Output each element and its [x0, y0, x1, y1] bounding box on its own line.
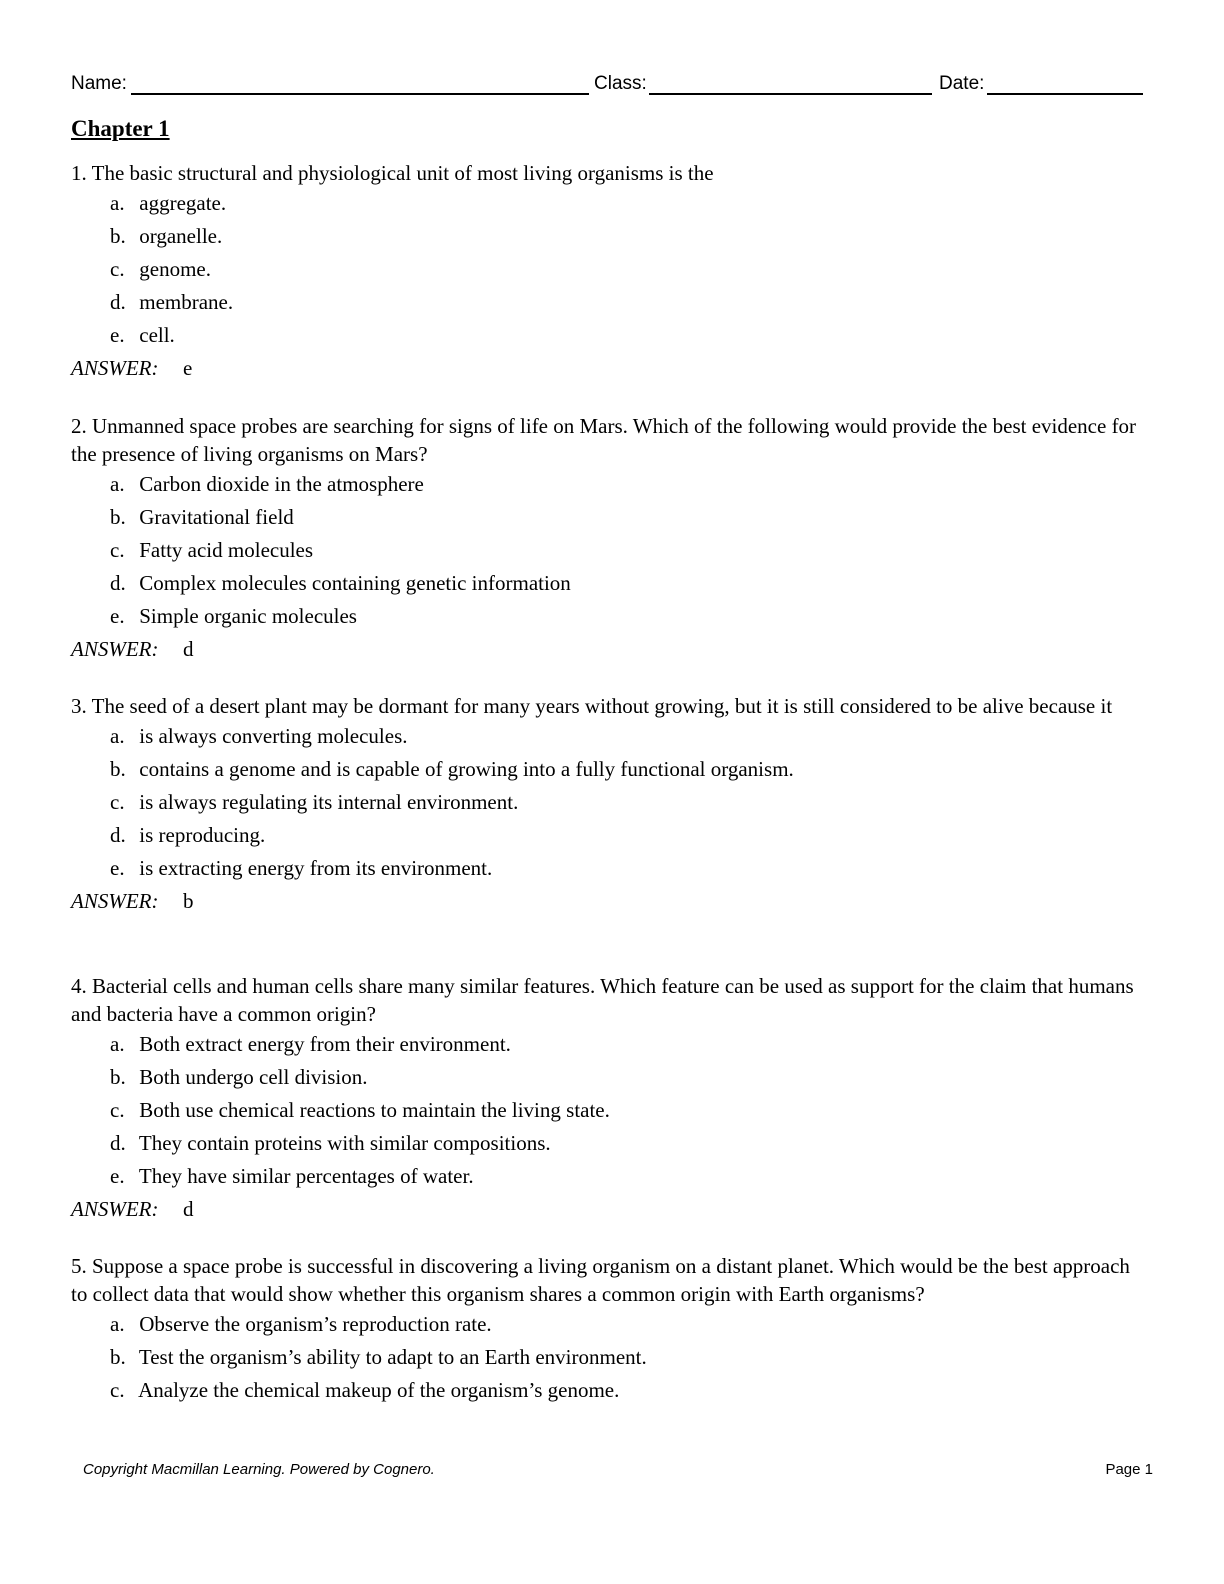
option-e: e. is extracting energy from its environment. — [110, 856, 493, 880]
question-3 — [71, 692, 1146, 918]
option-c: c. is always regulating its internal environment. — [110, 790, 519, 814]
option-c: c. Analyze the chemical makeup of the organism’s genome. — [110, 1378, 620, 1402]
question-1 — [71, 159, 1146, 385]
footer-page-number: Page 1 — [1105, 1461, 1153, 1478]
date-label: Date: — [939, 73, 985, 94]
question-stem: 3. The seed of a desert plant may be dormant for many years without growing, but it is still considered to be alive because it — [71, 694, 1113, 718]
name-field[interactable] — [71, 72, 591, 98]
answer-label: ANSWER: — [71, 1197, 159, 1221]
answer-line — [71, 1193, 1146, 1226]
question-4 — [71, 972, 1146, 1226]
question-stem: 2. Unmanned space probes are searching for signs of life on Mars. Which of the following would provide the best evidence for the presence of living organisms on Mars? — [71, 414, 1137, 466]
answer-label: ANSWER: — [71, 889, 159, 913]
option-e: e. Simple organic molecules — [110, 604, 357, 628]
answer-line — [71, 885, 1146, 918]
question-stem: 4. Bacterial cells and human cells share many similar features. Which feature can be used as support for the claim that humans and bacteria have a common origin? — [71, 974, 1134, 1026]
question-2 — [71, 412, 1146, 666]
footer-copyright: Copyright Macmillan Learning. Powered by Cognero. — [83, 1461, 435, 1478]
name-label: Name: — [71, 73, 127, 94]
date-line[interactable] — [987, 93, 1143, 95]
option-b: b. Gravitational field — [110, 505, 294, 529]
option-d: d. Complex molecules containing genetic information — [110, 571, 571, 595]
question-stem: 5. Suppose a space probe is successful in discovering a living organism on a distant planet. Which would be the best approach to collect data that would show whether this organism shares a common origin with Earth organisms? — [71, 1254, 1130, 1306]
option-a: a. Observe the organism’s reproduction rate. — [110, 1312, 492, 1336]
option-d: d. They contain proteins with similar compositions. — [110, 1131, 551, 1155]
option-b: b. Both undergo cell division. — [110, 1065, 368, 1089]
option-e: e. cell. — [110, 323, 175, 347]
answer-label: ANSWER: — [71, 637, 159, 661]
option-d: d. is reproducing. — [110, 823, 266, 847]
option-b: b. organelle. — [110, 224, 223, 248]
option-a: a. is always converting molecules. — [110, 724, 408, 748]
chapter-title: Chapter 1 — [71, 116, 170, 141]
class-field[interactable] — [594, 72, 934, 98]
question-stem: 1. The basic structural and physiological unit of most living organisms is the — [71, 161, 714, 185]
option-c: c. Fatty acid molecules — [110, 538, 314, 562]
option-c: c. Both use chemical reactions to maintain the living state. — [110, 1098, 610, 1122]
date-field[interactable] — [939, 72, 1143, 98]
option-b: b. Test the organism’s ability to adapt to an Earth environment. — [110, 1345, 647, 1369]
option-a: a. aggregate. — [110, 191, 227, 215]
option-d: d. membrane. — [110, 290, 234, 314]
header-row — [71, 72, 1143, 98]
class-label: Class: — [594, 73, 647, 94]
option-e: e. They have similar percentages of water. — [110, 1164, 474, 1188]
answer-value: d — [183, 1197, 194, 1221]
answer-value: e — [183, 356, 193, 380]
answer-value: d — [183, 637, 194, 661]
answer-value: b — [183, 889, 194, 913]
class-line[interactable] — [649, 93, 932, 95]
option-a: a. Both extract energy from their environment. — [110, 1032, 511, 1056]
answer-label: ANSWER: — [71, 356, 159, 380]
option-b: b. contains a genome and is capable of growing into a fully functional organism. — [110, 757, 794, 781]
option-a: a. Carbon dioxide in the atmosphere — [110, 472, 424, 496]
name-line[interactable] — [131, 93, 589, 95]
answer-line — [71, 352, 1146, 385]
option-c: c. genome. — [110, 257, 211, 281]
answer-line — [71, 633, 1146, 666]
question-5 — [71, 1252, 1146, 1407]
